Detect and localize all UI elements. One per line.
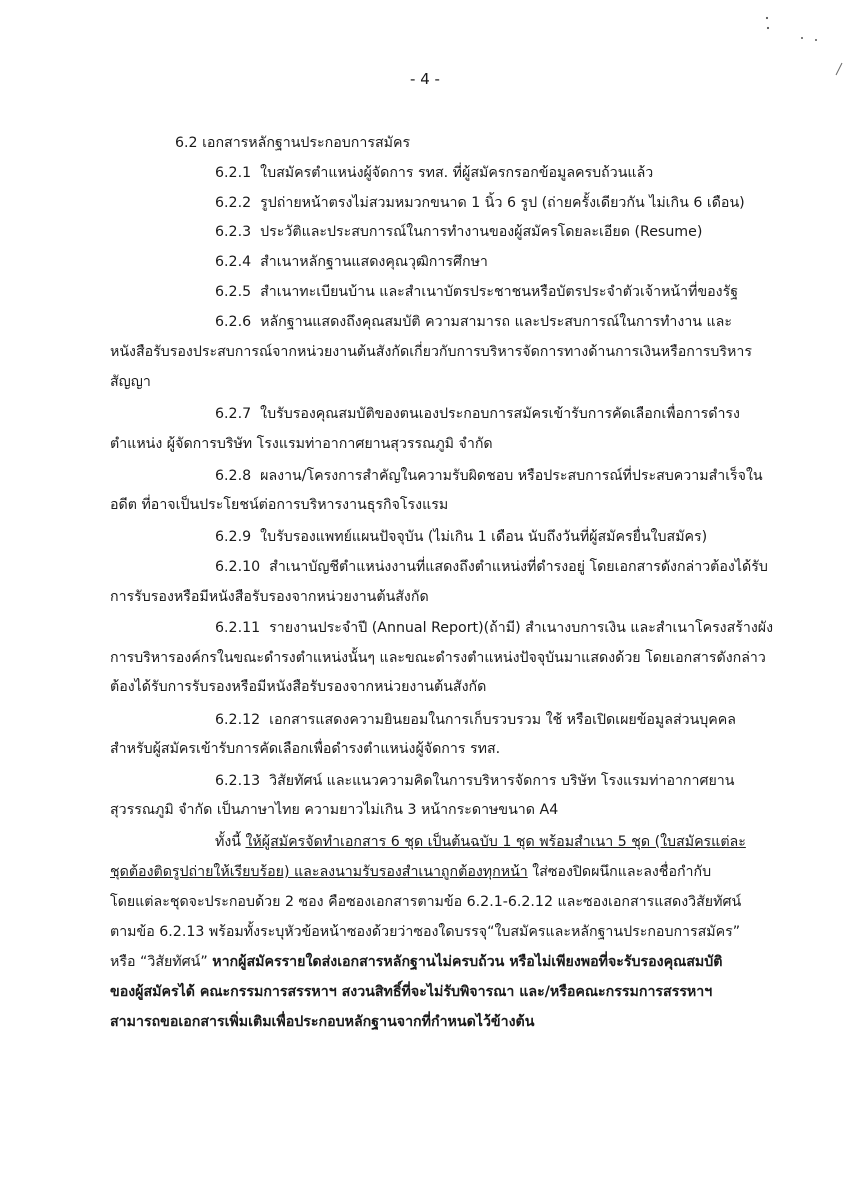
item-number: 6.2.8 [215, 468, 252, 484]
list-item [215, 710, 736, 730]
section-title: 6.2 เอกสารหลักฐานประกอบการสมัคร [175, 135, 411, 151]
item-text: สำเนาบัญชีตำแหน่งงานที่แสดงถึงตำแหน่งที่ดำรงอยู่ โดยเอกสารดังกล่าวต้องได้รับ [269, 559, 768, 575]
note-line: ตามข้อ 6.2.13 พร้อมทั้งระบุหัวข้อหน้าซองด้วยว่าซองใดบรรจุ“ใบสมัครและหลักฐานประกอบการสมัคร” [110, 924, 741, 940]
item-number: 6.2.9 [215, 529, 252, 545]
item-number: 6.2.12 [215, 712, 261, 728]
item-number: 6.2.11 [215, 620, 261, 636]
note-line [215, 832, 746, 852]
note-bold-text: หากผู้สมัครรายใดส่งเอกสารหลักฐานไม่ครบถ้วน หรือไม่เพียงพอที่จะรับรองคุณสมบัติ [212, 954, 723, 970]
item-text: ใบรับรองคุณสมบัติของตนเองประกอบการสมัครเข้ารับการคัดเลือกเพื่อการดำรง [260, 406, 740, 422]
note-lead: ทั้งนี้ [215, 834, 246, 850]
item-text: เอกสารแสดงความยินยอมในการเก็บรวบรวม ใช้ หรือเปิดเผยข้อมูลส่วนบุคคล [269, 712, 736, 728]
list-item [215, 222, 702, 242]
note-line [110, 862, 711, 882]
note-underlined: ให้ผู้สมัครจัดทำเอกสาร 6 ชุด เป็นต้นฉบับ 1 ชุด พร้อมสำเนา 5 ชุด (ใบสมัครแต่ละ [245, 834, 746, 850]
item-text-continued: หนังสือรับรองประสบการณ์จากหน่วยงานต้นสังกัดเกี่ยวกับการบริหารจัดการทางด้านการเงินหรือการบริหาร [110, 344, 752, 360]
note-bold-line: สามารถขอเอกสารเพิ่มเติมเพื่อประกอบหลักฐานจากที่กำหนดไว้ข้างต้น [110, 1014, 535, 1030]
item-number: 6.2.13 [215, 773, 261, 789]
list-item [215, 557, 768, 577]
item-text-continued: ต้องได้รับการรับรองหรือมีหนังสือรับรองจากหน่วยงานต้นสังกัด [110, 679, 487, 695]
item-text: ใบรับรองแพทย์แผนปัจจุบัน (ไม่เกิน 1 เดือน นับถึงวันที่ผู้สมัครยื่นใบสมัคร) [260, 529, 708, 545]
list-item [215, 312, 732, 332]
item-number: 6.2.10 [215, 559, 261, 575]
list-item [215, 618, 773, 638]
note-text: ใส่ซองปิดผนึกและลงชื่อกำกับ [527, 864, 712, 880]
item-text: ใบสมัครตำแหน่งผู้จัดการ รทส. ที่ผู้สมัครกรอกข้อมูลครบถ้วนแล้ว [260, 165, 654, 181]
note-underlined: ชุดต้องติดรูปถ่ายให้เรียบร้อย) และลงนามรับรองสำเนาถูกต้องทุกหน้า [110, 864, 528, 880]
list-item [215, 163, 653, 183]
item-text-continued: สุวรรณภูมิ จำกัด เป็นภาษาไทย ความยาวไม่เกิน 3 หน้ากระดาษขนาด A4 [110, 802, 559, 818]
item-text: ประวัติและประสบการณ์ในการทำงานของผู้สมัครโดยละเอียด (Resume) [260, 224, 703, 240]
list-item [215, 193, 745, 213]
scan-specks [730, 0, 850, 120]
item-text-continued: สำหรับผู้สมัครเข้ารับการคัดเลือกเพื่อดำรงตำแหน่งผู้จัดการ รทส. [110, 741, 501, 757]
note-line [110, 952, 722, 972]
note-text: หรือ “วิสัยทัศน์” [110, 954, 213, 970]
item-number: 6.2.3 [215, 224, 252, 240]
item-number: 6.2.7 [215, 406, 252, 422]
note-bold-line: ของผู้สมัครได้ คณะกรรมการสรรหาฯ สงวนสิทธิ์ที่จะไม่รับพิจารณา และ/หรือคณะกรรมการสรรหาฯ [110, 984, 713, 1000]
item-number: 6.2.6 [215, 314, 252, 330]
item-text-continued: อดีต ที่อาจเป็นประโยชน์ต่อการบริหารงานธุรกิจโรงแรม [110, 497, 449, 513]
list-item [215, 252, 488, 272]
item-text-continued: สัญญา [110, 374, 151, 390]
item-text-continued: ตำแหน่ง ผู้จัดการบริษัท โรงแรมท่าอากาศยานสุวรรณภูมิ จำกัด [110, 436, 493, 452]
list-item [215, 771, 734, 791]
item-number: 6.2.4 [215, 254, 252, 270]
item-text: หลักฐานแสดงถึงคุณสมบัติ ความสามารถ และประสบการณ์ในการทำงาน และ [260, 314, 732, 330]
item-text: สำเนาหลักฐานแสดงคุณวุฒิการศึกษา [260, 254, 488, 270]
item-text-continued: การรับรองหรือมีหนังสือรับรองจากหน่วยงานต้นสังกัด [110, 589, 429, 605]
item-text: รูปถ่ายหน้าตรงไม่สวมหมวกขนาด 1 นิ้ว 6 รูป (ถ่ายครั้งเดียวกัน ไม่เกิน 6 เดือน) [260, 195, 745, 211]
item-text: วิสัยทัศน์ และแนวความคิดในการบริหารจัดการ บริษัท โรงแรมท่าอากาศยาน [269, 773, 735, 789]
item-number: 6.2.1 [215, 165, 252, 181]
item-number: 6.2.2 [215, 195, 252, 211]
item-text: รายงานประจำปี (Annual Report)(ถ้ามี) สำเนางบการเงิน และสำเนาโครงสร้างผัง [269, 620, 774, 636]
item-number: 6.2.5 [215, 284, 252, 300]
list-item [215, 282, 738, 302]
list-item [215, 527, 707, 547]
item-text: ผลงาน/โครงการสำคัญในความรับผิดชอบ หรือประสบการณ์ที่ประสบความสำเร็จใน [260, 468, 763, 484]
note-line: โดยแต่ละชุดจะประกอบด้วย 2 ซอง คือซองเอกสารตามข้อ 6.2.1-6.2.12 และซองเอกสารแสดงวิสัยทัศน์ [110, 894, 742, 910]
list-item [215, 466, 763, 486]
list-item [215, 404, 740, 424]
item-text-continued: การบริหารองค์กรในขณะดำรงตำแหน่งนั้นๆ และขณะดำรงตำแหน่งปัจจุบันมาแสดงด้วย โดยเอกสารดังกล่าว [110, 650, 766, 666]
item-text: สำเนาทะเบียนบ้าน และสำเนาบัตรประชาชนหรือบัตรประจำตัวเจ้าหน้าที่ของรัฐ [260, 284, 739, 300]
page-number: - 4 - [410, 70, 440, 88]
